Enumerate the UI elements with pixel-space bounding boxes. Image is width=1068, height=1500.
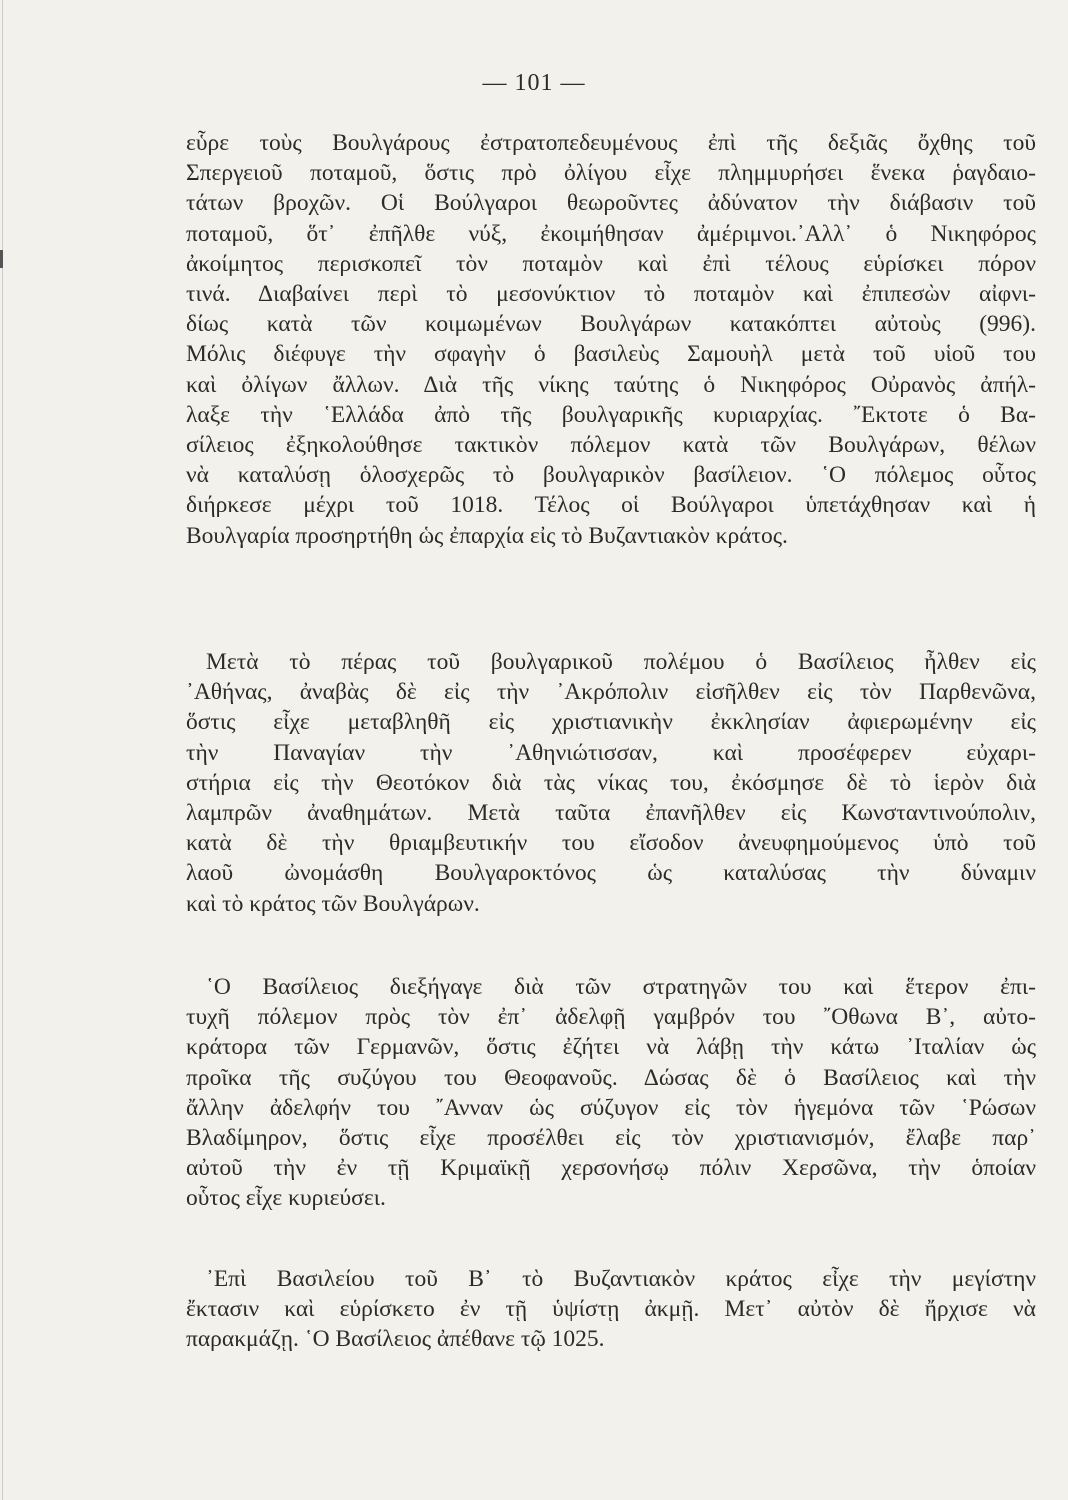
text-line: ὅστις εἶχε μεταβληθῆ εἰς χριστιανικὴν ἐκκλησίαν ἀφιερωμένην εἰς bbox=[186, 709, 1036, 736]
text-line: κράτορα τῶν Γερμανῶν, ὅστις ἐζήτει νὰ λάβῃ τὴν κάτω ᾽Ιταλίαν ὡς bbox=[186, 1034, 1036, 1061]
text-line: σίλειος ἐξηκολούθησε τακτικὸν πόλεμον κατὰ τῶν Βουλγάρων, θέλων bbox=[186, 432, 1036, 459]
paragraph-1 bbox=[186, 128, 1036, 551]
text-line: Βουλγαρία προσηρτήθη ὡς ἐπαρχία εἰς τὸ Βυζαντιακὸν κράτος. bbox=[186, 522, 788, 549]
text-line: κατὰ δὲ τὴν θριαμβευτικήν του εἴσοδον ἀνευφημούμενος ὑπὸ τοῦ bbox=[186, 830, 1036, 857]
text-line: λαξε τὴν ῾Ελλάδα ἀπὸ τῆς βουλγαρικῆς κυριαρχίας. ῎Εκτοτε ὁ Βα- bbox=[186, 401, 1036, 428]
text-line: τάτων βροχῶν. Οἱ Βούλγαροι θεωροῦντες ἀδύνατον τὴν διάβασιν τοῦ bbox=[186, 190, 1036, 217]
text-line: τινά. Διαβαίνει περὶ τὸ μεσονύκτιον τὸ ποταμὸν καὶ ἐπιπεσὼν αἰφνι- bbox=[186, 281, 1036, 308]
text-line: ἄλλην ἀδελφήν του ῎Ανναν ὡς σύζυγον εἰς τὸν ἡγεμόνα τῶν ῾Ρώσων bbox=[186, 1094, 1036, 1121]
text-line: τὴν Παναγίαν τὴν ᾽Αθηνιώτισσαν, καὶ προσέφερεν εὐχαρι- bbox=[186, 739, 1036, 766]
text-line: καὶ τὸ κράτος τῶν Βουλγάρων. bbox=[186, 890, 480, 917]
text-line: Μετὰ τὸ πέρας τοῦ βουλγαρικοῦ πολέμου ὁ Βασίλειος ἦλθεν εἰς bbox=[206, 649, 1036, 675]
text-line: τυχῆ πόλεμον πρὸς τὸν ἐπ᾽ ἀδελφῇ γαμβρόν του ῎Οθωνα Β᾽, αὐτο- bbox=[186, 1004, 1036, 1031]
paragraph-4 bbox=[186, 1264, 1036, 1355]
margin-mark bbox=[0, 250, 3, 268]
text-line: Βλαδίμηρον, ὅστις εἶχε προσέλθει εἰς τὸν χριστιανισμόν, ἔλαβε παρ᾽ bbox=[186, 1125, 1036, 1152]
paragraph-2 bbox=[186, 647, 1036, 919]
text-line: Μόλις διέφυγε τὴν σφαγὴν ὁ βασιλεὺς Σαμουὴλ μετὰ τοῦ υἱοῦ του bbox=[186, 341, 1036, 368]
text-line: παρακμάζῃ. ῾Ο Βασίλειος ἀπέθανε τῷ 1025. bbox=[186, 1326, 605, 1353]
text-line: εὗρε τοὺς Βουλγάρους ἐστρατοπεδευμένους ἐπὶ τῆς δεξιᾶς ὄχθης τοῦ bbox=[186, 130, 1036, 156]
text-line: ᾽Επὶ Βασιλείου τοῦ Β᾽ τὸ Βυζαντιακὸν κράτος εἶχε τὴν μεγίστην bbox=[206, 1266, 1036, 1292]
page-number: — 101 — bbox=[482, 70, 586, 96]
text-line: ποταμοῦ, ὅτ᾽ ἐπῆλθε νύξ, ἐκοιμήθησαν ἀμέριμνοι.᾽Αλλ᾽ ὁ Νικηφόρος bbox=[186, 220, 1036, 247]
text-line: λαμπρῶν ἀναθημάτων. Μετὰ ταῦτα ἐπανῆλθεν εἰς Κωνσταντινούπολιν, bbox=[186, 800, 1036, 827]
text-line: διήρκεσε μέχρι τοῦ 1018. Τέλος οἱ Βούλγαροι ὑπετάχθησαν καὶ ἡ bbox=[186, 492, 1036, 519]
text-line: στήρια εἰς τὴν Θεοτόκον διὰ τὰς νίκας του, ἐκόσμησε δὲ τὸ ἱερὸν διὰ bbox=[186, 769, 1036, 796]
text-line: οὗτος εἶχε κυριεύσει. bbox=[186, 1185, 386, 1212]
text-line: αὐτοῦ τὴν ἐν τῇ Κριμαϊκῇ χερσονήσῳ πόλιν Χερσῶνα, τὴν ὁποίαν bbox=[186, 1155, 1036, 1182]
text-line: νὰ καταλύσῃ ὁλοσχερῶς τὸ βουλγαρικὸν βασίλειον. ῾Ο πόλεμος οὗτος bbox=[186, 462, 1036, 489]
text-line: ῾Ο Βασίλειος διεξήγαγε διὰ τῶν στρατηγῶν του καὶ ἕτερον ἐπι- bbox=[206, 974, 1036, 1000]
page-edge-line bbox=[2, 0, 3, 1500]
text-line: καὶ ὀλίγων ἄλλων. Διὰ τῆς νίκης ταύτης ὁ Νικηφόρος Οὐρανὸς ἀπήλ- bbox=[186, 371, 1036, 398]
text-line: προῖκα τῆς συζύγου του Θεοφανοῦς. Δώσας δὲ ὁ Βασίλειος καὶ τὴν bbox=[186, 1064, 1036, 1091]
paragraph-3 bbox=[186, 972, 1036, 1214]
text-line: Σπεργειοῦ ποταμοῦ, ὅστις πρὸ ὀλίγου εἶχε πλημμυρήσει ἕνεκα ῥαγδαιο- bbox=[186, 160, 1036, 187]
text-line: ᾽Αθήνας, ἀναβὰς δὲ εἰς τὴν ᾽Ακρόπολιν εἰσῆλθεν εἰς τὸν Παρθενῶνα, bbox=[186, 679, 1036, 706]
text-line: ἀκοίμητος περισκοπεῖ τὸν ποταμὸν καὶ ἐπὶ τέλους εὑρίσκει πόρον bbox=[186, 250, 1036, 277]
text-line: δίως κατὰ τῶν κοιμωμένων Βουλγάρων κατακόπτει αὐτοὺς (996). bbox=[186, 311, 1036, 338]
text-line: λαοῦ ὠνομάσθη Βουλγαροκτόνος ὡς καταλύσας τὴν δύναμιν bbox=[186, 860, 1036, 887]
text-line: ἔκτασιν καὶ εὑρίσκετο ἐν τῇ ὑψίστῃ ἀκμῇ. Μετ᾽ αὐτὸν δὲ ἤρχισε νὰ bbox=[186, 1296, 1036, 1323]
